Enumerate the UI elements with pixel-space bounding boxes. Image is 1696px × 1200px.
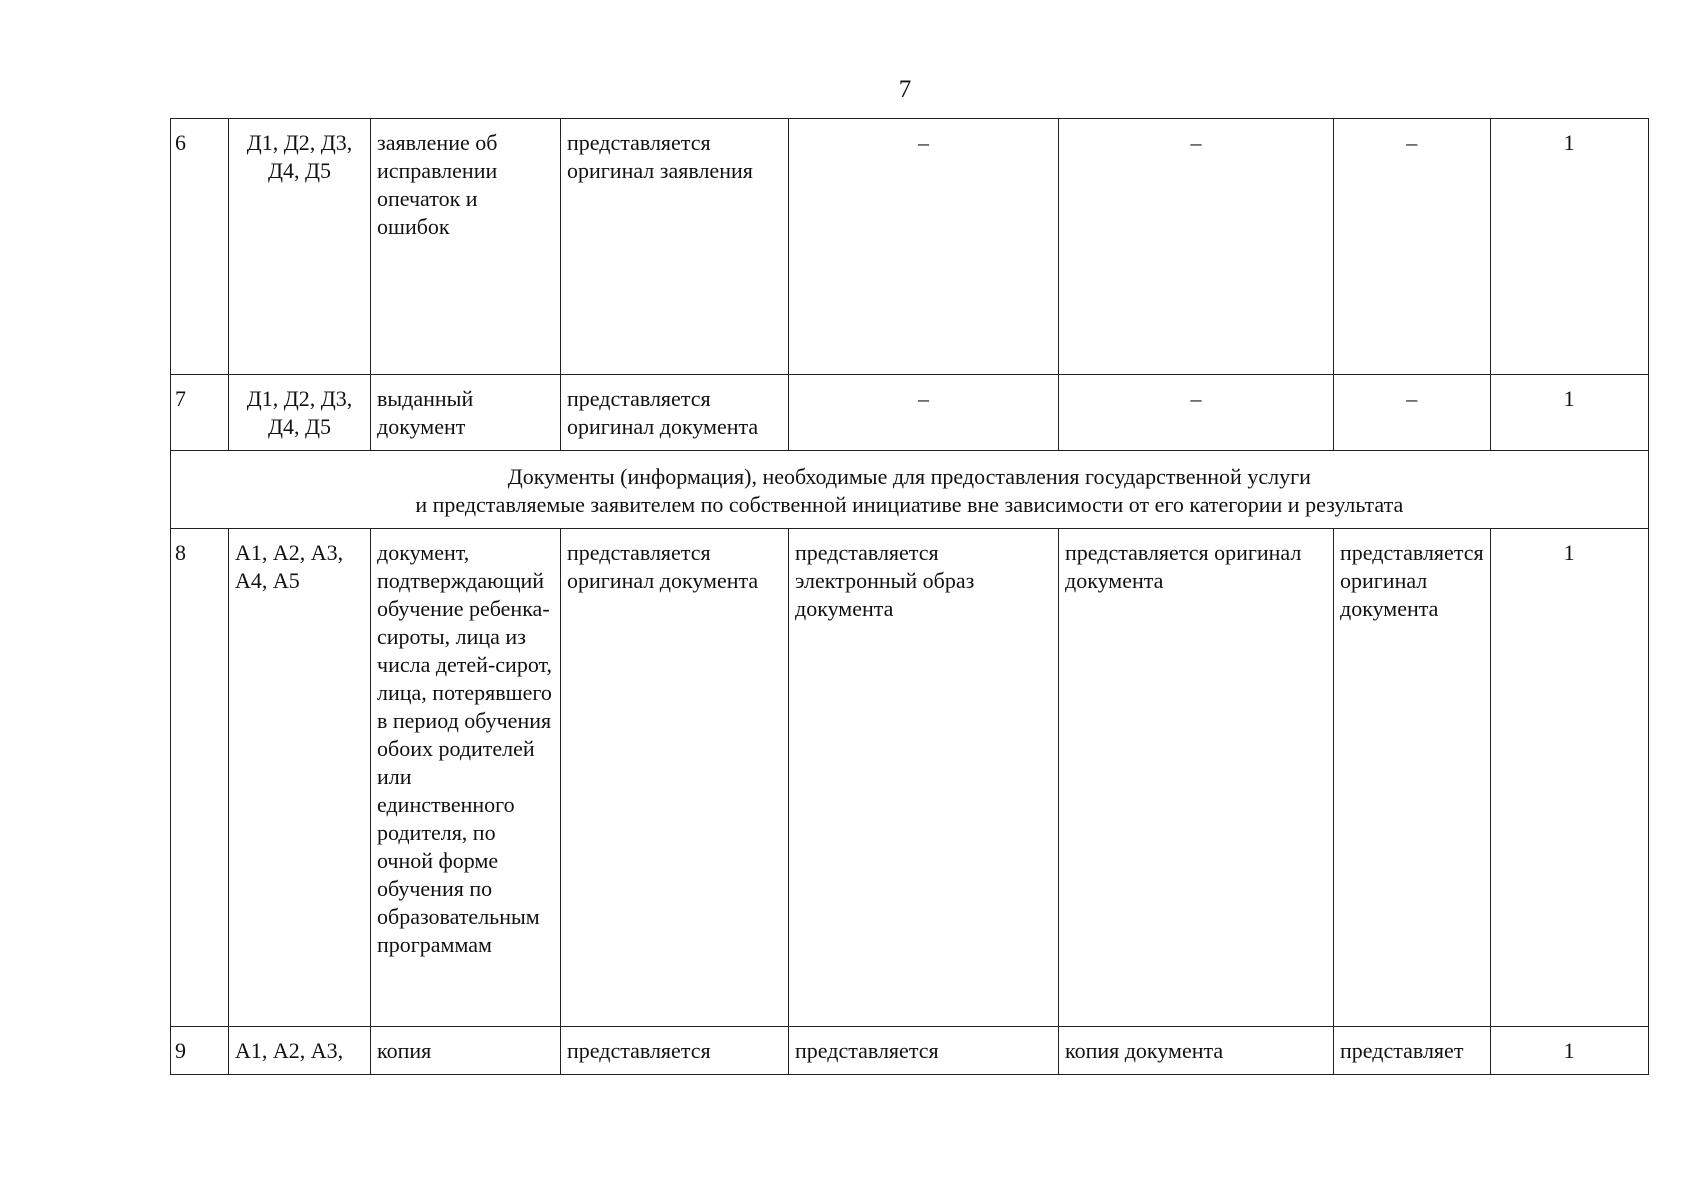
document-quantity: 1 — [1490, 119, 1648, 375]
section-heading-line: и представляемые заявителем по собственной инициативе вне зависимости от его категории и результата — [415, 491, 1404, 517]
submission-form: – — [1334, 119, 1491, 375]
document-name: документ, подтверждающий обучение ребенка-сироты, лица из числа детей-сирот, лица, потерявшего в период обучения обоих родителей или единственного родителя, по очной форме обучения по образовательным программам — [371, 529, 561, 1027]
section-heading — [171, 451, 1649, 529]
row-number: 9 — [171, 1027, 229, 1075]
submission-form: представляет — [1334, 1027, 1491, 1075]
submission-form: представляется — [789, 1027, 1059, 1075]
row-number: 6 — [171, 119, 229, 375]
table-row — [171, 529, 1649, 1027]
document-quantity: 1 — [1490, 1027, 1648, 1075]
section-header-row — [171, 451, 1649, 529]
submission-form: представляется оригинал документа — [561, 375, 789, 451]
submission-form: – — [1334, 375, 1491, 451]
submission-form: – — [1059, 119, 1334, 375]
document-name: копия — [371, 1027, 561, 1075]
submission-form: представляется — [561, 1027, 789, 1075]
applicant-categories: Д1, Д2, Д3, Д4, Д5 — [229, 119, 371, 375]
submission-form: представляется электронный образ документа — [789, 529, 1059, 1027]
submission-form: – — [789, 375, 1059, 451]
section-heading-line: Документы (информация), необходимые для предоставления государственной услуги — [507, 463, 1311, 489]
row-number: 7 — [171, 375, 229, 451]
submission-form: – — [1059, 375, 1334, 451]
submission-form: представляется оригинал документа — [561, 529, 789, 1027]
submission-form: представляется оригинал заявления — [561, 119, 789, 375]
page-number: 7 — [898, 76, 912, 103]
submission-form: представляется оригинал документа — [1334, 529, 1491, 1027]
documents-table — [170, 118, 1649, 1075]
document-name: выданный документ — [371, 375, 561, 451]
table-row — [171, 375, 1649, 451]
table-row — [171, 119, 1649, 375]
submission-form: представляется оригинал документа — [1059, 529, 1334, 1027]
submission-form: копия документа — [1059, 1027, 1334, 1075]
submission-form: – — [789, 119, 1059, 375]
applicant-categories: А1, А2, А3, А4, А5 — [229, 529, 371, 1027]
document-name: заявление об исправлении опечаток и ошибок — [371, 119, 561, 375]
table-row — [171, 1027, 1649, 1075]
document-quantity: 1 — [1490, 529, 1648, 1027]
row-number: 8 — [171, 529, 229, 1027]
applicant-categories: А1, А2, А3, — [229, 1027, 371, 1075]
applicant-categories: Д1, Д2, Д3, Д4, Д5 — [229, 375, 371, 451]
document-quantity: 1 — [1490, 375, 1648, 451]
